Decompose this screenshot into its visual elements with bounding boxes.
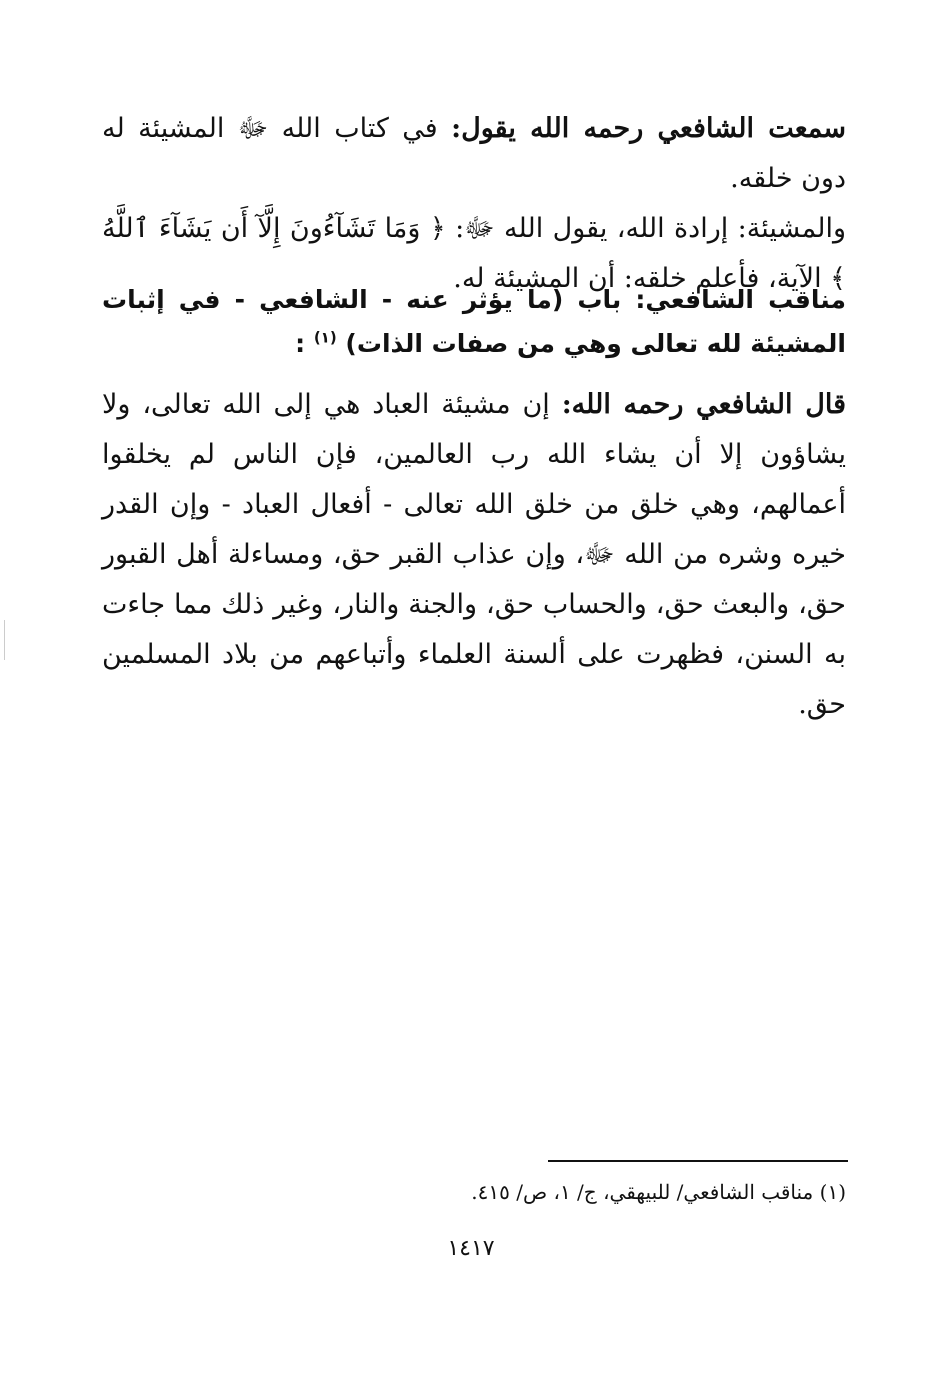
footnote-divider (548, 1160, 848, 1162)
paragraph-text: إن مشيئة العباد هي إلى الله تعالى، ولا يشاؤون إلا أن يشاء الله رب العالمين، فإن الناس لم يخلقوا أعمالهم، وهي خلق من خلق الله تعالى - أفعال العباد - وإن القدر خيره وشره من الله ﷻ، وإن عذاب القبر حق، ومساءلة أهل القبور حق، والبعث حق، والحساب حق، والجنة والنار، وغير ذلك مما جاءت به السنن، فظهرت على ألسنة العلماء وأتباعهم من بلاد المسلمين حق. (102, 389, 846, 720)
footnote: (١) مناقب الشافعي/ للبيهقي، ج/ ١، ص/ ٤١٥. (471, 1180, 846, 1204)
paragraph-lead: سمعت الشافعي رحمه الله يقول: (451, 113, 846, 144)
heading-text: مناقب الشافعي: باب (ما يؤثر عنه - الشافعي - في إثبات المشيئة لله تعالى وهي من صفات الذات) (102, 285, 846, 358)
paragraph-shafii-heard (102, 104, 846, 304)
paragraph-continuation: والمشيئة: إرادة الله، يقول الله ﷻ: ﴿ وَمَا تَشَآءُونَ إِلَّآ أَن يَشَآءَ ٱللَّهُ ﴾ الآية، فأعلم خلقه: أن المشيئة له. (102, 213, 846, 294)
section-heading (102, 278, 846, 366)
paragraph-shafii-said (102, 380, 846, 730)
paragraph-text: في كتاب الله ﷻ المشيئة له دون خلقه. (102, 113, 846, 194)
scan-margin-mark (4, 620, 5, 660)
page-number: ١٤١٧ (447, 1236, 495, 1261)
heading-colon: : (295, 329, 306, 358)
footnote-reference: (١) (313, 328, 337, 347)
paragraph-lead: قال الشافعي رحمه الله: (561, 389, 846, 420)
